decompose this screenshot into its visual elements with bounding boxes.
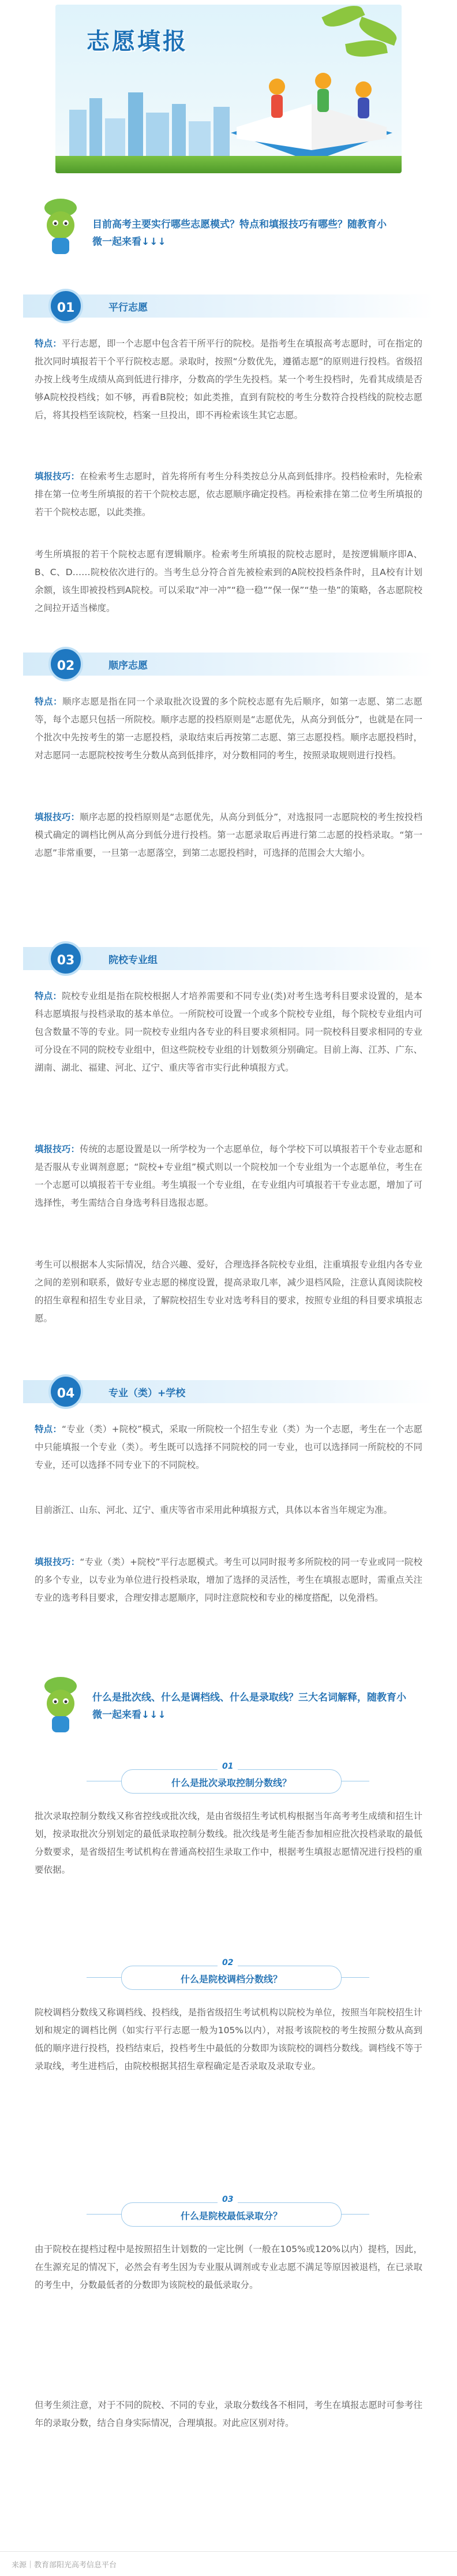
section-header-bar [23,1380,434,1403]
paragraph-text: 传统的志愿设置是以一所学校为一个志愿单位，每个学校下可以填报若干个专业志愿和是否服从专业调剂意愿；“院校+专业组”模式则以一个院校加一个专业组为一个志愿单位，考生在一个志愿可以填报若干专业组。考生填报一个专业组，在专业组内可填报若干专业志愿，增加了可选择性，考生需结合自身选考科目选报志愿。 [35,1144,422,1208]
paragraph [35,1807,422,1879]
paragraph-label: 填报技巧： [35,1144,80,1154]
paragraph-text: 院校调档分数线又称调档线、投档线，是指省级招生考试机构以院校为单位，按照当年院校招生计划和规定的调档比例（如实行平行志愿一般为105%以内），对报考该院校的考生按照分数从高到低的顺序进行投档，投档结束后，投档考生中最低的分数即为该院校的调档分数线。调档线不等于录取线，考生进档后，由院校根据其招生章程确定是否录取及录取专业。 [35,2007,422,2071]
header-banner [0,0,457,185]
banner-title: 志愿填报 [87,28,188,55]
mascot-icon [35,1675,87,1738]
paragraph-text: 平行志愿，即一个志愿中包含若干所平行的院校。是指考生在填报高考志愿时，可在指定的批次同时填报若干个平行院校志愿。录取时，按照“分数优先，遵循志愿”的原则进行投档。省级招办按上线考生成绩从高到低进行排序，分数高的学生先投档。某一个考生投档时，先看其成绩是否够A院校投档线；如不够，再看B院校；如此类推，直到有院校的考生分数符合投档线的院校志愿后，将其投档至该院校，档案一旦投出，即不再检索该生其它志愿。 [35,338,422,420]
paragraph [35,546,422,617]
qa-subheader [87,1762,369,1795]
mascot-icon [35,196,87,260]
section-number: 03 [48,941,83,976]
paragraph-label: 特点： [35,991,62,1001]
paragraph-text: “专业（类）+院校”平行志愿模式。考生可以同时报考多所院校的同一专业或同一院校的多个专业，以专业为单位进行投档录取，增加了选择的灵活性，考生在填报志愿时，需重点关注专业的选考科目要求，合理安排志愿顺序，同时注意院校和专业的梯度搭配，以免滑档。 [35,1557,422,1603]
banner-ground [55,156,402,173]
qa-title: 什么是院校最低录取分？ [180,2210,282,2221]
qa-subheader-box [121,2195,342,2227]
paragraph-label: 填报技巧： [35,812,80,822]
section-title: 院校专业组 [108,955,158,966]
section-title: 顺序志愿 [108,660,148,672]
section-header-bar [23,947,434,970]
qa-intro-text: 什么是批次线、什么是调档线、什么是录取线？三大名词解释，随教育小微一起来看↓↓↓ [92,1692,406,1721]
paragraph [35,2004,422,2075]
qa-title: 什么是批次录取控制分数线？ [171,1777,291,1788]
paragraph [35,1421,422,1474]
open-book-illustration [225,64,398,167]
paragraph-text: 考生所填报的若干个院校志愿有逻辑顺序。检索考生所填报的院校志愿时，是按逻辑顺序即A、B、C、D……院校依次进行的。当考生总分符合首先被检索到的A院校投档条件时，且A校有计划余额，该生即被投档到A院校。可以采取“冲一冲”“稳一稳”“保一保”“垫一垫”的策略，各志愿院校之间拉开适当梯度。 [35,549,422,613]
paragraph-label: 填报技巧： [35,1557,80,1567]
paragraph [35,1553,422,1607]
qa-title: 什么是院校调档分数线？ [180,1974,282,1985]
section-header [23,647,434,681]
qa-number: 01 [218,1762,238,1771]
paragraph-label: 特点： [35,338,62,349]
paragraph [35,987,422,1077]
section-number: 01 [48,289,83,323]
intro-block [23,196,434,266]
qa-number: 03 [218,2195,238,2204]
paragraph [35,1140,422,1212]
qa-number: 02 [218,1958,238,1967]
paragraph-text: 由于院校在提档过程中是按照招生计划数的一定比例（一般在105%或120%以内）提档，因此，在生源充足的情况下，必然会有考生因为专业服从调剂或专业志愿不满足等原因被退档，在已录取的考生中，分数最低者的分数即为该院校的最低录取分。 [35,2244,422,2290]
section-header [23,941,434,976]
section-header [23,1374,434,1409]
paragraph [35,1256,422,1328]
paragraph-label: 特点： [35,696,63,707]
section-number: 02 [48,647,83,681]
paragraph [35,1501,422,1519]
paragraph [35,2241,422,2294]
source-text: 来源｜教育部阳光高考信息平台 [12,2561,117,2570]
section-header [23,289,434,323]
paragraph-text: 院校专业组是指在院校根据人才培养需要和不同专业(类)对考生选考科目要求设置的，是本科志愿填报与投档录取的基本单位。一所院校可设置一个或多个院校专业组，每个院校专业组内可包含数量不等的专业。同一院校专业组内各专业的科目要求须相同。同一院校科目要求相同的专业可分设在不同的院校专业组中，但这些院校专业组的计划数须分别确定。目前上海、江苏、广东、湖南、湖北、福建、河北、辽宁、重庆等省市实行此种填报方式。 [35,991,422,1073]
section-title: 平行志愿 [108,302,148,314]
paragraph [35,808,422,862]
paragraph-text: 批次录取控制分数线又称省控线或批次线，是由省级招生考试机构根据当年高考考生成绩和招生计划，按录取批次分别划定的最低录取控制分数线。批次线是考生能否参加相应批次投档录取的最低分数要求，是省级招生考试机构在普通高校招生录取工作中，根据考生填报志愿情况进行投档的重要依据。 [35,1811,422,1875]
section-number: 04 [48,1374,83,1409]
paragraph-label: 填报技巧： [35,471,80,482]
paragraph [35,468,422,521]
paragraph [35,2396,422,2432]
qa-subheader-box [121,1762,342,1794]
paragraph-text: 在检索考生志愿时，首先将所有考生分科类按总分从高到低排序。投档检索时，先检索排在第一位考生所填报的若干个院校志愿，依志愿顺序确定投档。再检索排在第二位考生所填报的若干个院校志愿，以此类推。 [35,471,422,517]
qa-subheader [87,1958,369,1991]
paragraph-label: 特点： [35,1424,62,1434]
section-header-bar [23,653,434,676]
section-title: 专业（类）+学校 [108,1388,186,1399]
paragraph [35,693,422,765]
footer [0,2551,457,2576]
paragraph [35,335,422,424]
paragraph-text: 目前浙江、山东、河北、辽宁、重庆等省市采用此种填报方式，具体以本省当年规定为准。 [35,1505,393,1515]
paragraph-text: 顺序志愿的投档原则是“志愿优先，从高分到低分”，对选报同一志愿院校的考生按投档模式确定的调档比例从高分到低分进行投档。第一志愿录取后再进行第二志愿的投档录取。“第一志愿”非常重要，一旦第一志愿落空，到第二志愿投档时，可选择的范围会大大缩小。 [35,812,422,858]
qa-subheader [87,2195,369,2228]
paragraph-text: 顺序志愿是指在同一个录取批次设置的多个院校志愿有先后顺序，如第一志愿、第二志愿等，每个志愿只包括一所院校。顺序志愿的投档原则是“志愿优先，从高分到低分”，也就是在同一个批次中先按考生的第一志愿投档，录取结束后再按第二志愿、第三志愿投档。顺序志愿投档时，对志愿同一志愿院校按考生分数从高到低排序，对分数相同的考生，按照录取规则进行投档。 [35,696,422,761]
paragraph-text: 但考生须注意，对于不同的院校、不同的专业，录取分数线各不相同，考生在填报志愿时可参考往年的录取分数，结合自身实际情况，合理填报。对此应区别对待。 [35,2400,422,2428]
intro-text: 目前高考主要实行哪些志愿模式？特点和填报技巧有哪些？随教育小微一起来看↓↓↓ [92,219,387,248]
qa-subheader-box [121,1958,342,1990]
section-header-bar [23,294,434,318]
paragraph-text: 考生可以根据本人实际情况，结合兴趣、爱好，合理选择各院校专业组，注重填报专业组内各专业之间的差别和联系，做好专业志愿的梯度设置，提高录取几率，减少退档风险，注意认真阅读院校的招生章程和招生专业目录，了解院校招生专业对选考科目的要求，按照专业组的科目要求填报志愿。 [35,1259,422,1324]
paragraph-text: “专业（类）+院校”模式，采取一所院校一个招生专业（类）为一个志愿，考生在一个志愿中只能填报一个专业（类）。考生既可以选择不同院校的同一专业，也可以选择同一所院校的不同专业，还可以选择不同专业下的不同院校。 [35,1424,422,1470]
